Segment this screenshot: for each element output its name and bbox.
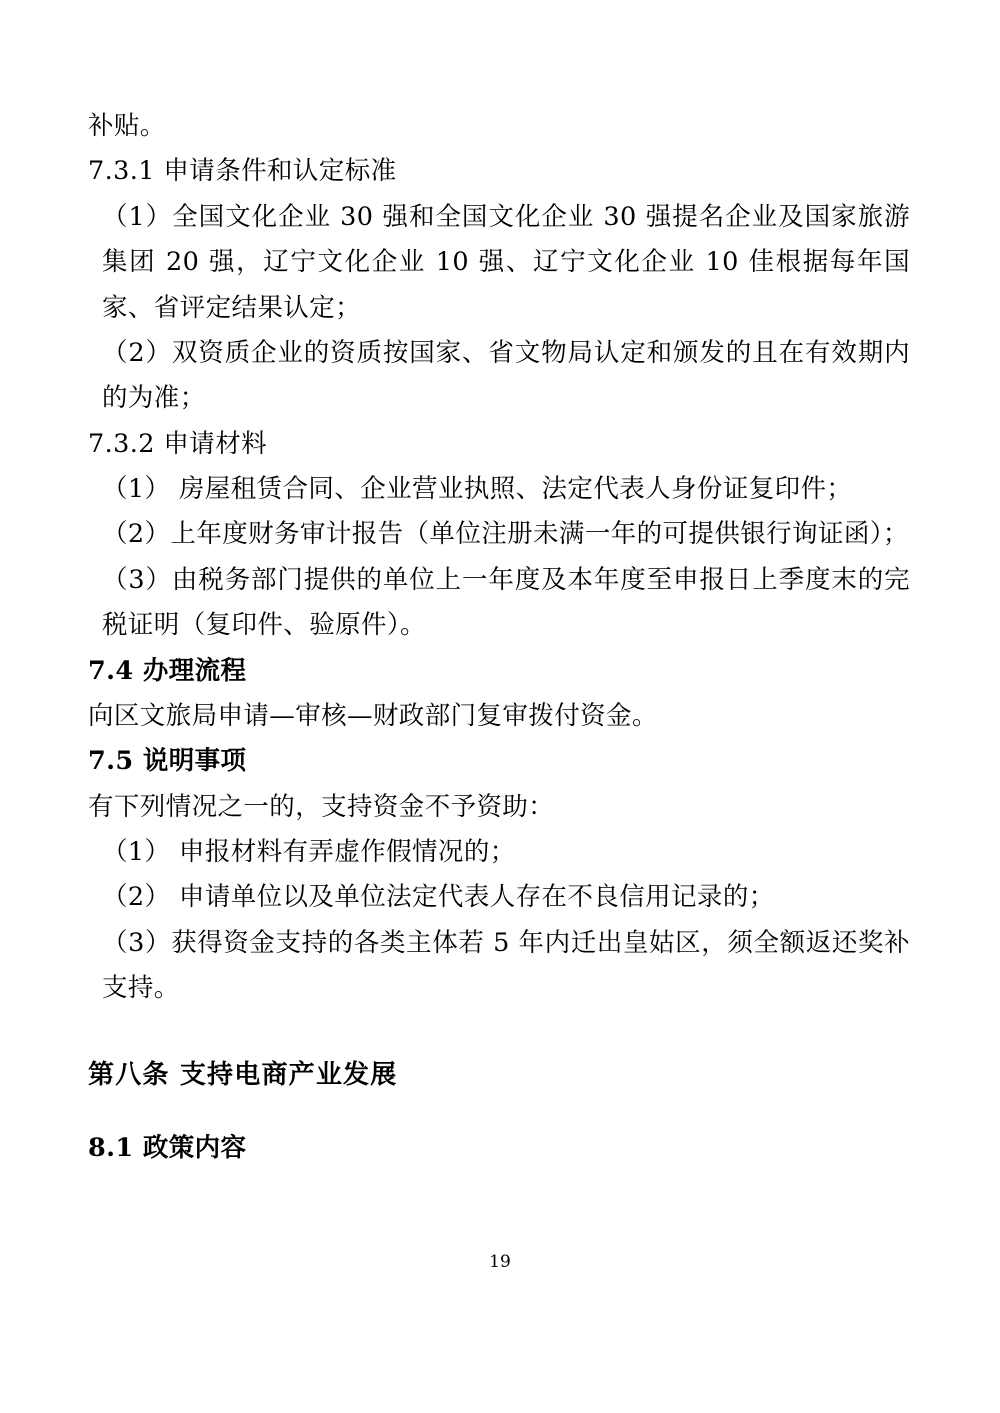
heading-7-5: 7.5 说明事项	[88, 746, 247, 777]
paragraph-item: （1） 申报材料有弄虚作假情况的；	[102, 837, 516, 867]
paragraph-subsection-7-3-1: 7.3.1 申请条件和认定标准	[88, 156, 397, 187]
page-content	[88, 104, 910, 1171]
paragraph-item: （2）双资质企业的资质按国家、省文物局认定和颁发的且在有效期内的为准；	[102, 337, 910, 414]
paragraph-item: （1）全国文化企业 30 强和全国文化企业 30 强提名企业及国家旅游集团 20 强，辽宁文化企业 10 强、辽宁文化企业 10 佳根据每年国家、省评定结果认定；	[102, 201, 910, 323]
spacer	[88, 1098, 910, 1126]
paragraph-item: （2）上年度财务审计报告（单位注册未满一年的可提供银行询证函）；	[102, 519, 909, 550]
page-number: 19	[489, 1252, 511, 1272]
paragraph: 补贴。	[88, 111, 166, 141]
paragraph: 向区文旅局申请—审核—财政部门复审拨付资金。	[88, 700, 658, 731]
paragraph: 有下列情况之一的，支持资金不予资助：	[88, 791, 555, 822]
heading-7-4: 7.4 办理流程	[88, 655, 247, 686]
heading-8-1: 8.1 政策内容	[88, 1132, 247, 1163]
paragraph-subsection-7-3-2: 7.3.2 申请材料	[88, 428, 267, 459]
spacer	[88, 1012, 910, 1052]
paragraph-item: （2） 申请单位以及单位法定代表人存在不良信用记录的；	[102, 882, 775, 913]
section-heading-article-8: 第八条 支持电商产业发展	[88, 1059, 398, 1090]
paragraph-item: （1） 房屋租赁合同、企业营业执照、法定代表人身份证复印件；	[102, 474, 853, 504]
paragraph-item: （3）由税务部门提供的单位上一年度及本年度至申报日上季度末的完税证明（复印件、验原件）。	[102, 564, 910, 641]
paragraph-item: （3）获得资金支持的各类主体若 5 年内迁出皇姑区，须全额返还奖补支持。	[102, 927, 910, 1004]
